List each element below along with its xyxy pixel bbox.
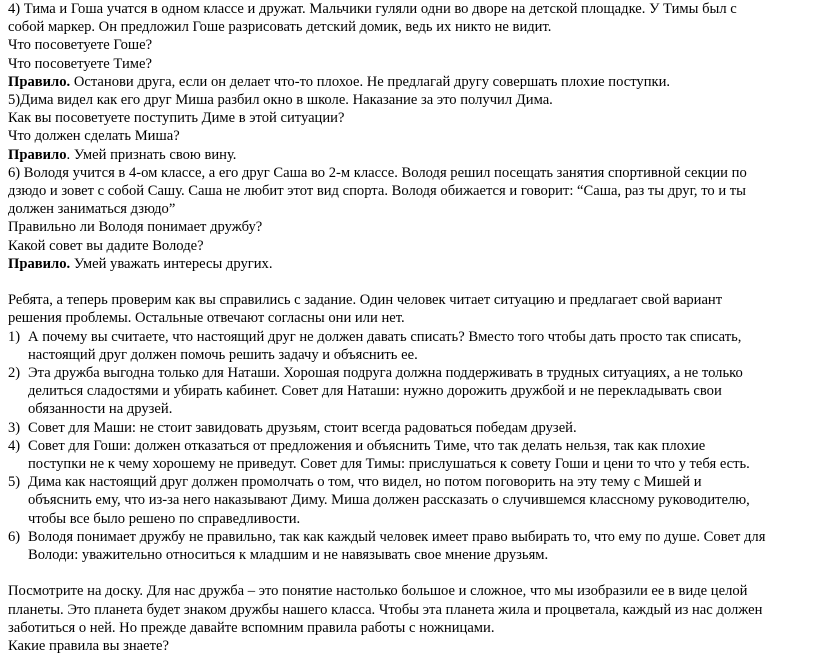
board-line-2: планеты. Это планета будет знаком дружбы нашего класса. Чтобы эта планета жила и процветала, каждый из нас должен	[8, 601, 763, 618]
answer-number: 4)	[8, 437, 21, 454]
answer-line: Володя понимает дружбу не правильно, так как каждый человек имеет право выбирать то, что ему по душе. Совет для	[28, 528, 766, 545]
question-gosha: Что посоветуете Гоше?	[8, 37, 153, 54]
situation-6-line-1: 6) Володя учится в 4-ом классе, а его друг Саша во 2-м классе. Володя решил посещать занятия спортивной секции по	[8, 164, 747, 181]
rule-6	[8, 255, 816, 273]
check-intro-line-1: Ребята, а теперь проверим как вы справились с задание. Один человек читает ситуацию и предлагает свой вариант	[8, 292, 723, 309]
answer-item	[8, 328, 816, 364]
check-intro-line-2: решения проблемы. Остальные отвечают согласны они или нет.	[8, 310, 405, 327]
situation-6-line-3: должен заниматься дзюдо”	[8, 201, 176, 218]
answer-line: Володи: уважительно относиться к младшим и не навязывать свое мнение друзьям.	[28, 547, 549, 564]
answer-number: 3)	[8, 419, 21, 436]
board-question: Какие правила вы знаете?	[8, 638, 169, 655]
situation-5-line-1: 5)Дима видел как его друг Миша разбил окно в школе. Наказание за это получил Дима.	[8, 92, 553, 109]
answer-item	[8, 528, 816, 564]
rule-5	[8, 146, 816, 164]
answer-line: чтобы все было решено по справедливости.	[28, 510, 301, 527]
answers-list	[8, 328, 816, 565]
answer-number: 2)	[8, 365, 21, 382]
answer-number: 6)	[8, 528, 21, 545]
answer-item	[8, 419, 816, 437]
answer-item	[8, 364, 816, 419]
question-dima: Как вы посоветуете поступить Диме в этой ситуации?	[8, 110, 345, 127]
rule-5-text: . Умей признать свою вину.	[66, 146, 237, 163]
rule-4	[8, 73, 816, 91]
answer-line: поступки не к чему хорошему не приведут. Совет для Тимы: прислушаться к совету Гоши и цени то что у тебя есть.	[28, 456, 750, 473]
question-volodya-friendship: Правильно ли Володя понимает дружбу?	[8, 219, 263, 236]
answer-line: Совет для Маши: не стоит завидовать друзьям, стоит всегда радоваться победам друзей.	[28, 419, 577, 436]
answer-item	[8, 437, 816, 473]
answer-line: Совет для Гоши: должен отказаться от предложения и объяснить Тиме, что так делать нельзя, так как плохие	[28, 437, 706, 454]
answer-line: Дима как настоящий друг должен промолчать о том, что видел, но потом поговорить на эту тему с Мишей и	[28, 474, 702, 491]
rule-label: Правило	[8, 146, 67, 163]
answer-line: объяснить ему, что из-за него наказывают Диму. Миша должен рассказать о случившемся классному руководителю,	[28, 492, 750, 509]
answer-line: А почему вы считаете, что настоящий друг не должен давать списать? Вместо того чтобы дать просто так списать,	[28, 328, 742, 345]
answer-line: делиться сладостями и убирать кабинет. Совет для Наташи: нужно дорожить дружбой и не перекладывать свои	[28, 383, 722, 400]
question-volodya-advice: Какой совет вы дадите Володе?	[8, 237, 204, 254]
answer-line: обязанности на друзей.	[28, 401, 173, 418]
situation-4-line-2: собой маркер. Он предложил Гоше разрисовать детский домик, ведь их никто не видит.	[8, 19, 552, 36]
answer-item	[8, 473, 816, 528]
situation-4-line-1: 4) Тима и Гоша учатся в одном классе и дружат. Мальчики гуляли одни во дворе на детской площадке. У Тимы был с	[8, 1, 737, 17]
answer-line: Эта дружба выгодна только для Наташи. Хорошая подруга должна поддерживать в трудных ситуациях, а не только	[28, 365, 743, 382]
situation-6-line-2: дзюдо и зовет с собой Сашу. Саша не любит этот вид спорта. Володя обижается и говорит: “Саша, раз ты друг, то и ты	[8, 183, 746, 200]
board-line-1: Посмотрите на доску. Для нас дружба – это понятие настолько большое и сложное, что мы изобразили ее в виде целой	[8, 583, 748, 600]
answer-number: 1)	[8, 328, 21, 345]
rule-label: Правило.	[8, 255, 71, 272]
rule-6-text: Умей уважать интересы других.	[70, 255, 273, 272]
answer-number: 5)	[8, 474, 21, 491]
rule-label: Правило.	[8, 73, 71, 90]
answer-line: настоящий друг должен помочь решить задачу и объяснить ее.	[28, 346, 418, 363]
spacer	[8, 564, 816, 582]
rule-4-text: Останови друга, если он делает что-то плохое. Не предлагай другу совершать плохие поступки.	[70, 73, 671, 90]
spacer	[8, 273, 816, 291]
question-misha: Что должен сделать Миша?	[8, 128, 180, 145]
board-line-3: заботиться о ней. Но прежде давайте вспомним правила работы с ножницами.	[8, 619, 495, 636]
question-tima: Что посоветуете Тиме?	[8, 55, 152, 72]
